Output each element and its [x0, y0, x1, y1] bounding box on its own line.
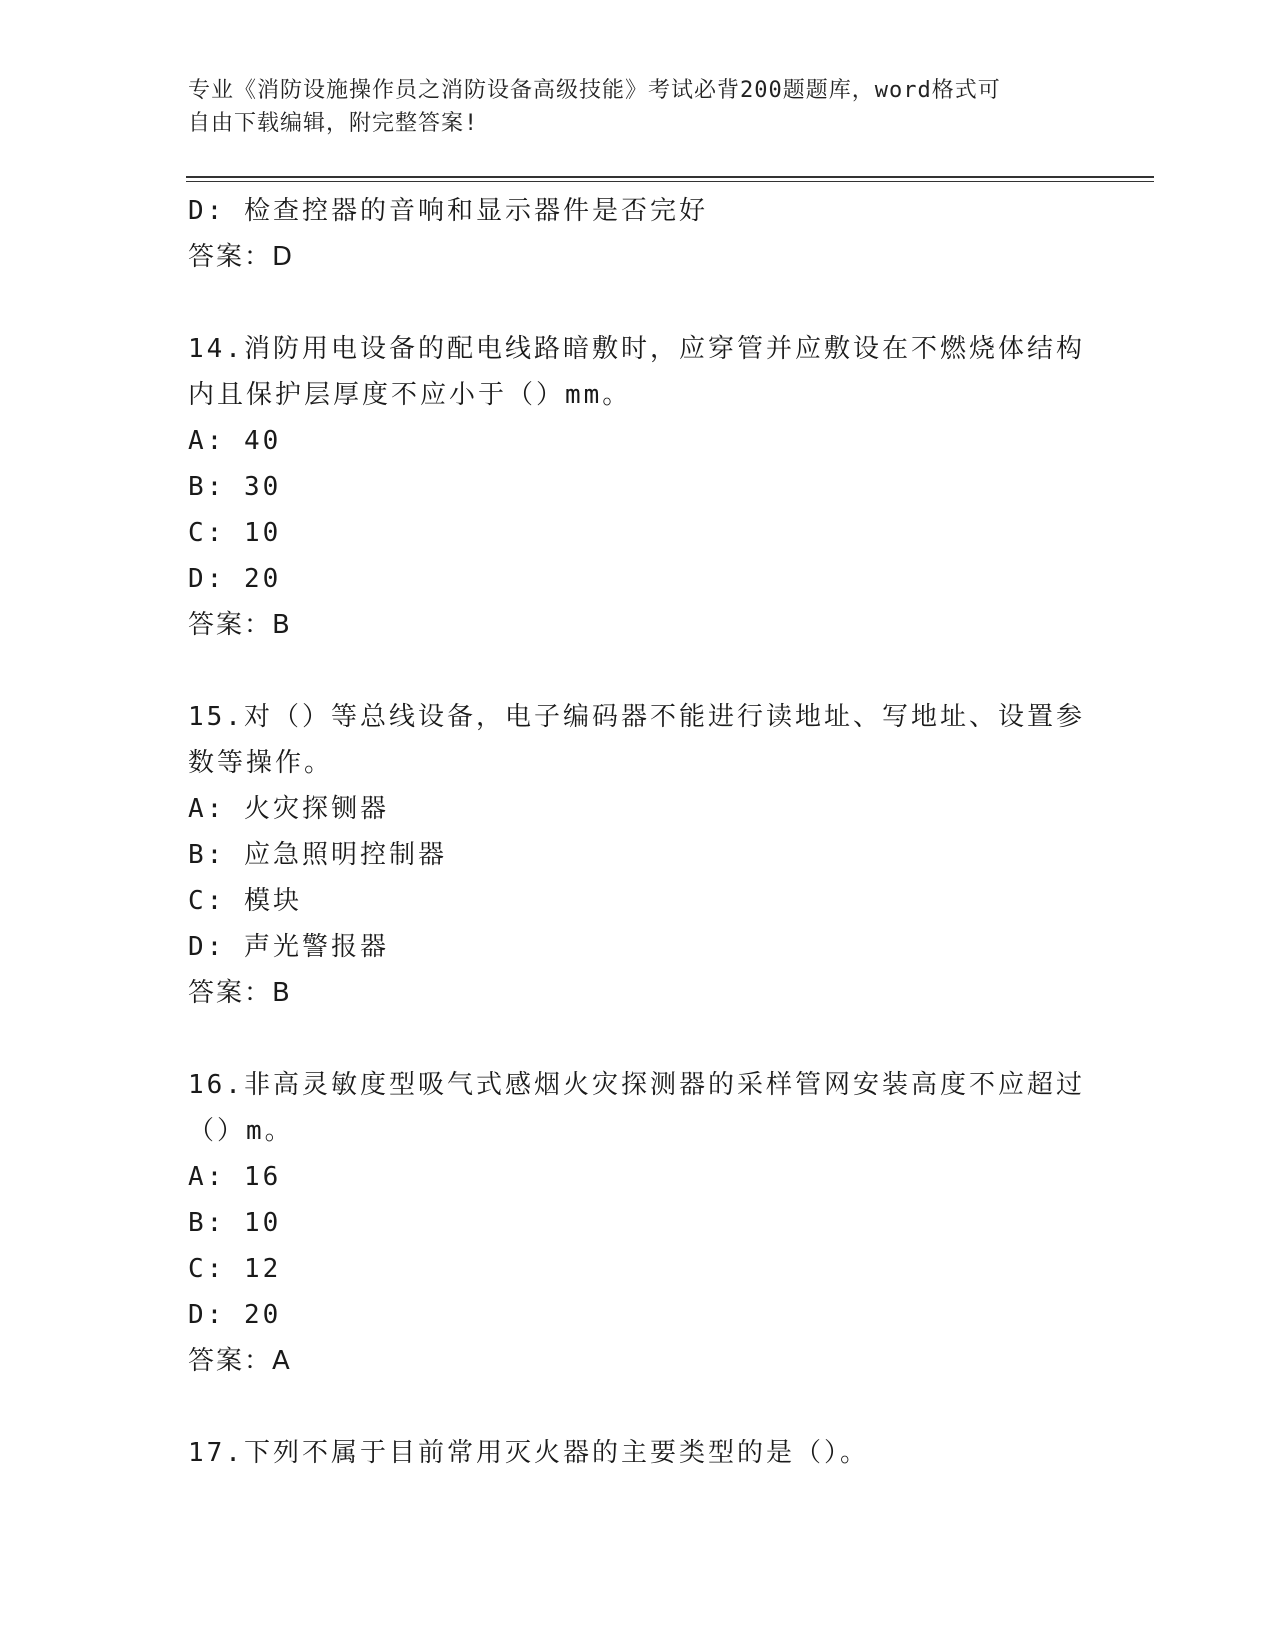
answer-line: 答案：A: [188, 1346, 292, 1376]
option-b: B: 30: [188, 472, 282, 502]
question-17: [188, 1430, 1088, 1476]
question-text: （）m。: [188, 1116, 294, 1146]
question-text: 16.非高灵敏度型吸气式感烟火灾探测器的采样管网安装高度不应超过: [188, 1070, 1085, 1100]
option-d: D: 20: [188, 564, 282, 594]
option-a: A: 40: [188, 426, 282, 456]
header-line-1: 专业《消防设施操作员之消防设备高级技能》考试必背200题题库，word格式可: [188, 78, 1001, 103]
question-15: [188, 694, 1088, 1016]
question-text: 17.下列不属于目前常用灭火器的主要类型的是（）。: [188, 1438, 869, 1468]
answer-line: 答案：B: [188, 978, 292, 1008]
option-b: B: 10: [188, 1208, 282, 1238]
question-text: 内且保护层厚度不应小于（）mm。: [188, 380, 632, 410]
question-text: 数等操作。: [188, 748, 334, 778]
header-divider-thick: [186, 176, 1154, 178]
header-line-2: 自由下载编辑，附完整答案!: [188, 111, 479, 136]
question-16: [188, 1062, 1088, 1384]
option-a: A: 16: [188, 1162, 282, 1192]
option-b: B: 应急照明控制器: [188, 840, 447, 870]
option-c: C: 模块: [188, 886, 302, 916]
answer-line: 答案：B: [188, 610, 292, 640]
question-text: 14.消防用电设备的配电线路暗敷时，应穿管并应敷设在不燃烧体结构: [188, 334, 1085, 364]
option-d: D: 声光警报器: [188, 932, 389, 962]
option-a: A: 火灾探铡器: [188, 794, 389, 824]
question-list: [188, 188, 1088, 1476]
question-14: [188, 326, 1088, 648]
option-c: C: 12: [188, 1254, 282, 1284]
option-c: C: 10: [188, 518, 282, 548]
option-d: D: 检查控器的音响和显示器件是否完好: [188, 196, 708, 226]
document-header: [188, 74, 1088, 140]
question-text: 15.对（）等总线设备，电子编码器不能进行读地址、写地址、设置参: [188, 702, 1085, 732]
option-d: D: 20: [188, 1300, 282, 1330]
header-divider-thin: [186, 181, 1154, 182]
answer-line: 答案：D: [188, 242, 295, 272]
